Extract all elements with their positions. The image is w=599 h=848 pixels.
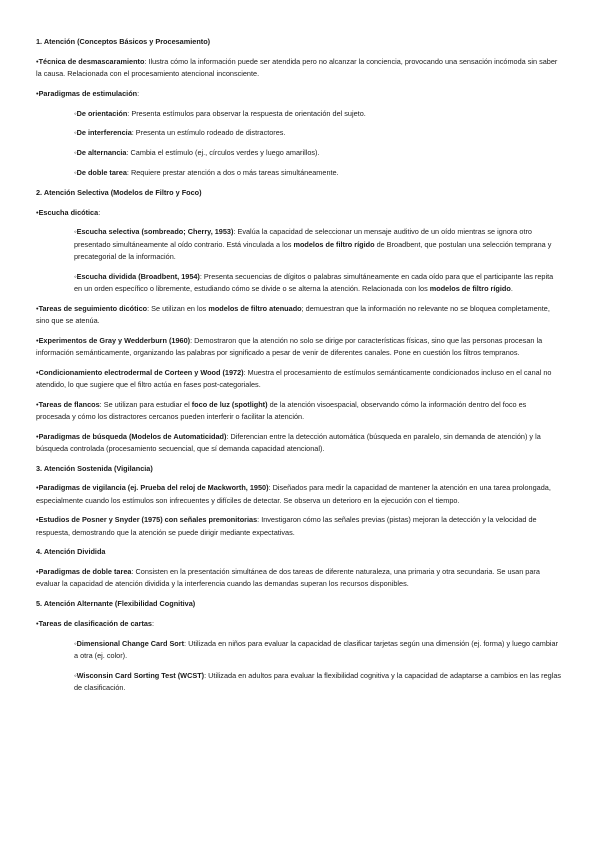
term-label: modelos de filtro rígido — [429, 283, 511, 293]
description-text: : Ilustra cómo la información puede ser atendida pero no alcanzar la conciencia, provocando una sensación incómoda sin saber la causa. Relacionada con el procesamiento atencional inconsciente. — [36, 56, 558, 78]
bullet-icon: • — [36, 303, 39, 313]
sub-list-item — [74, 147, 562, 159]
circle-bullet-icon: ◦ — [74, 227, 77, 237]
description-text: : Se utilizan para estudiar el — [99, 399, 192, 409]
sub-list-item — [74, 271, 562, 295]
term-label: De interferencia — [76, 128, 132, 138]
circle-bullet-icon: ◦ — [74, 108, 77, 118]
description-text: de Broadbent, que postulan una selección temprana y precategorial de la información. — [74, 239, 552, 261]
term-label: Estudios de Posner y Snyder (1975) con señales premonitorias — [38, 515, 258, 525]
section-heading: 5. Atención Alternante (Flexibilidad Cognitiva) — [36, 599, 196, 609]
term-label: De doble tarea — [76, 167, 127, 177]
bullet-icon: • — [36, 399, 39, 409]
term-label: Técnica de desmascaramiento — [38, 56, 145, 66]
section-heading: 4. Atención Dividida — [36, 547, 106, 557]
list-item — [36, 431, 562, 455]
description-text: : Demostraron que la atención no solo se dirige por características físicas, sino que las personas procesan la información semánticamente, organizando las palabras por significado a pesar de venir de diferentes canales. Pone en cuestión los filtros tempranos. — [36, 335, 543, 357]
circle-bullet-icon: ◦ — [74, 638, 77, 648]
bullet-icon: • — [36, 515, 39, 525]
term-label: modelos de filtro atenuado — [208, 303, 302, 313]
description-text: : Investigaron cómo las señales previas (pistas) mejoran la detección y la velocidad de respuesta, demostrando que la atención se puede dirigir mediante expectativas. — [36, 515, 537, 537]
description-text: : Presenta estímulos para observar la respuesta de orientación del sujeto. — [127, 108, 366, 118]
bullet-icon: • — [36, 431, 39, 441]
term-label: Paradigmas de búsqueda (Modelos de Automaticidad) — [38, 431, 227, 441]
list-item — [36, 566, 562, 590]
description-text: de la atención visoespacial, observando cómo la información dentro del foco es procesada y cómo los distractores cercanos pueden interferir o facilitar la atención. — [36, 399, 527, 421]
description-text: : Requiere prestar atención a dos o más tareas simultáneamente. — [126, 167, 339, 177]
bullet-icon: • — [36, 367, 39, 377]
bullet-icon: • — [36, 567, 39, 577]
description-text: : Se utilizan en los — [147, 303, 209, 313]
description-text: : — [137, 88, 140, 98]
sub-list-item — [74, 670, 562, 694]
section-heading: 1. Atención (Conceptos Básicos y Procesamiento) — [36, 37, 211, 46]
list-item — [36, 514, 562, 538]
term-label: Wisconsin Card Sorting Test (WCST) — [76, 670, 205, 680]
description-text: : Presenta secuencias de dígitos o palabras simultáneamente en cada oído para que el participante las repita en un orden específico o libremente, estudiando cómo se divide o se alterna la atención. Relacionada con los — [74, 271, 554, 293]
bullet-icon: • — [36, 483, 39, 493]
term-label: De alternancia — [76, 148, 127, 158]
description-text: : Diseñados para medir la capacidad de mantener la atención en una tarea prolongada, especialmente cuando los estímulos son infrecuentes y difíciles de detectar. Se observa un deterioro en la ejecución con el tiempo. — [36, 483, 551, 505]
term-label: De orientación — [76, 108, 128, 118]
list-item — [36, 207, 562, 219]
term-label: modelos de filtro rígido — [293, 239, 375, 249]
bullet-icon: • — [36, 618, 39, 628]
circle-bullet-icon: ◦ — [74, 128, 77, 138]
sub-list-item — [74, 226, 562, 263]
description-text: : Cambia el estímulo (ej., círculos verdes y luego amarillos). — [126, 148, 320, 158]
bullet-icon: • — [36, 88, 39, 98]
sub-list-item — [74, 167, 562, 179]
description-text: : Muestra el procesamiento de estímulos semánticamente condicionados incluso en el canal no atendido, lo que sugiere que el filtro actúa en fases post-categoriales. — [36, 367, 552, 389]
description-text: : Consisten en la presentación simultánea de dos tareas de diferente naturaleza, una primaria y otra secundaria. Se usan para evaluar la capacidad de atención dividida y la interferencia cuando las demandas superan los recursos disponibles. — [36, 567, 540, 589]
list-item — [36, 399, 562, 423]
circle-bullet-icon: ◦ — [74, 670, 77, 680]
list-item — [36, 88, 562, 100]
description-text: . — [510, 283, 513, 293]
description-text: ; demuestran que la información no relevante no se bloquea completamente, sino que se atenúa. — [36, 303, 550, 325]
section-heading: 3. Atención Sostenida (Vigilancia) — [36, 463, 153, 473]
bullet-icon: • — [36, 335, 39, 345]
list-item — [36, 56, 562, 80]
term-label: Tareas de seguimiento dicótico — [38, 303, 148, 313]
term-label: Escucha dicótica — [38, 207, 99, 217]
list-item — [36, 367, 562, 391]
term-label: Tareas de flancos — [38, 399, 100, 409]
term-label: Escucha dividida (Broadbent, 1954) — [76, 271, 200, 281]
list-item — [36, 618, 562, 630]
term-label: Condicionamiento electrodermal de Corteen y Wood (1972) — [38, 367, 244, 377]
term-label: Dimensional Change Card Sort — [76, 638, 185, 648]
circle-bullet-icon: ◦ — [74, 167, 77, 177]
circle-bullet-icon: ◦ — [74, 148, 77, 158]
sub-list-item — [74, 127, 562, 139]
description-text: : Diferencian entre la detección automática (búsqueda en paralelo, sin demanda de atención) y la búsqueda controlada (procesamiento secuencial, que sí demanda capacidad atencional). — [36, 431, 541, 453]
description-text: : Utilizada en niños para evaluar la capacidad de clasificar tarjetas según una dimensión (ej. forma) y luego cambiar a otra (ej. color). — [74, 638, 559, 660]
list-item — [36, 335, 562, 359]
term-label: Escucha selectiva (sombreado; Cherry, 1953) — [76, 227, 234, 237]
document-page — [36, 36, 562, 702]
description-text: : Utilizada en adultos para evaluar la flexibilidad cognitiva y la capacidad de adaptarse a cambios en las reglas de clasificación. — [74, 670, 562, 692]
section-heading: 2. Atención Selectiva (Modelos de Filtro y Foco) — [36, 187, 202, 197]
description-text: : Evalúa la capacidad de seleccionar un mensaje auditivo de un oído mientras se ignora otro presentado simultáneamente al oído contrario. Está vinculada a los — [74, 227, 532, 249]
sub-list-item — [74, 108, 562, 120]
description-text: : — [152, 618, 155, 628]
term-label: Experimentos de Gray y Wedderburn (1960) — [38, 335, 191, 345]
bullet-icon: • — [36, 56, 39, 66]
term-label: Tareas de clasificación de cartas — [38, 618, 152, 628]
bullet-icon: • — [36, 207, 39, 217]
term-label: Paradigmas de doble tarea — [38, 567, 132, 577]
sub-list-item — [74, 638, 562, 662]
list-item — [36, 303, 562, 327]
list-item — [36, 482, 562, 506]
term-label: foco de luz (spotlight) — [191, 399, 268, 409]
term-label: Paradigmas de estimulación — [38, 88, 138, 98]
description-text: : — [98, 207, 101, 217]
term-label: Paradigmas de vigilancia (ej. Prueba del reloj de Mackworth, 1950) — [38, 483, 269, 493]
description-text: : Presenta un estímulo rodeado de distractores. — [131, 128, 286, 138]
circle-bullet-icon: ◦ — [74, 271, 77, 281]
